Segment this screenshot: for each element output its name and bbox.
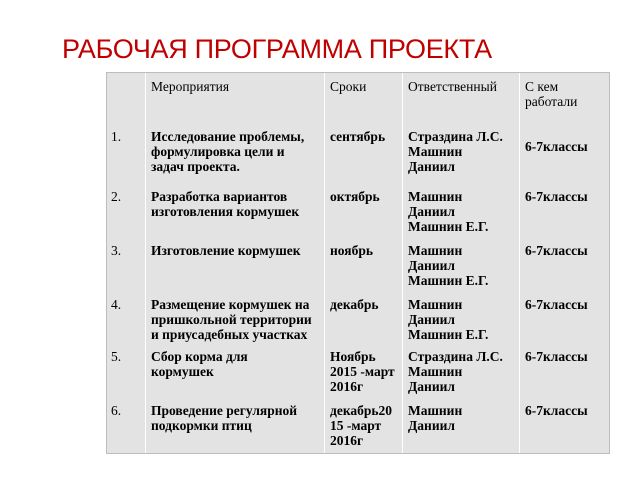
row-participants: 6-7классы: [525, 243, 588, 258]
row-dates: сентябрь: [330, 129, 386, 144]
row-dates: октябрь: [330, 189, 380, 204]
row-event: Размещение кормушек на пришкольной территории и приусадебных участках: [151, 297, 312, 342]
project-schedule-table: [106, 72, 610, 454]
row-event: Сбор корма для кормушек: [151, 349, 248, 379]
row-event: Исследование проблемы, формулировка цели и задач проекта.: [151, 129, 305, 174]
header-participants: С кем работали: [525, 79, 578, 109]
row-responsible: Машнин Даниил Машнин Е.Г.: [408, 243, 489, 288]
row-number: 4.: [111, 297, 122, 312]
row-number: 5.: [111, 349, 122, 364]
row-dates: декабрь20 15 -март 2016г: [330, 403, 393, 448]
row-responsible: Машнин Даниил: [408, 403, 463, 433]
header-responsible: Ответственный: [408, 79, 497, 94]
row-number: 6.: [111, 403, 122, 418]
row-number: 1.: [111, 129, 122, 144]
row-participants: 6-7классы: [525, 139, 588, 154]
row-responsible: Страздина Л.С. Машнин Даниил: [408, 129, 503, 174]
row-number: 2.: [111, 189, 122, 204]
row-responsible: Машнин Даниил Машнин Е.Г.: [408, 297, 489, 342]
column-divider: [324, 73, 325, 453]
row-participants: 6-7классы: [525, 189, 588, 204]
row-dates: Ноябрь 2015 -март 2016г: [330, 349, 395, 394]
row-participants: 6-7классы: [525, 349, 588, 364]
row-event: Разработка вариантов изготовления кормушек: [151, 189, 300, 219]
row-participants: 6-7классы: [525, 297, 588, 312]
row-participants: 6-7классы: [525, 403, 588, 418]
row-event: Изготовление кормушек: [151, 243, 301, 258]
page-title: РАБОЧАЯ ПРОГРАММА ПРОЕКТА: [62, 34, 492, 64]
row-dates: декабрь: [330, 297, 379, 312]
row-responsible: Страздина Л.С. Машнин Даниил: [408, 349, 503, 394]
header-events: Мероприятия: [151, 79, 230, 94]
row-responsible: Машнин Даниил Машнин Е.Г.: [408, 189, 489, 234]
header-dates: Сроки: [330, 79, 367, 94]
column-divider: [519, 73, 520, 453]
row-number: 3.: [111, 243, 122, 258]
column-divider: [402, 73, 403, 453]
column-divider: [145, 73, 146, 453]
row-dates: ноябрь: [330, 243, 373, 258]
row-event: Проведение регулярной подкормки птиц: [151, 403, 298, 433]
